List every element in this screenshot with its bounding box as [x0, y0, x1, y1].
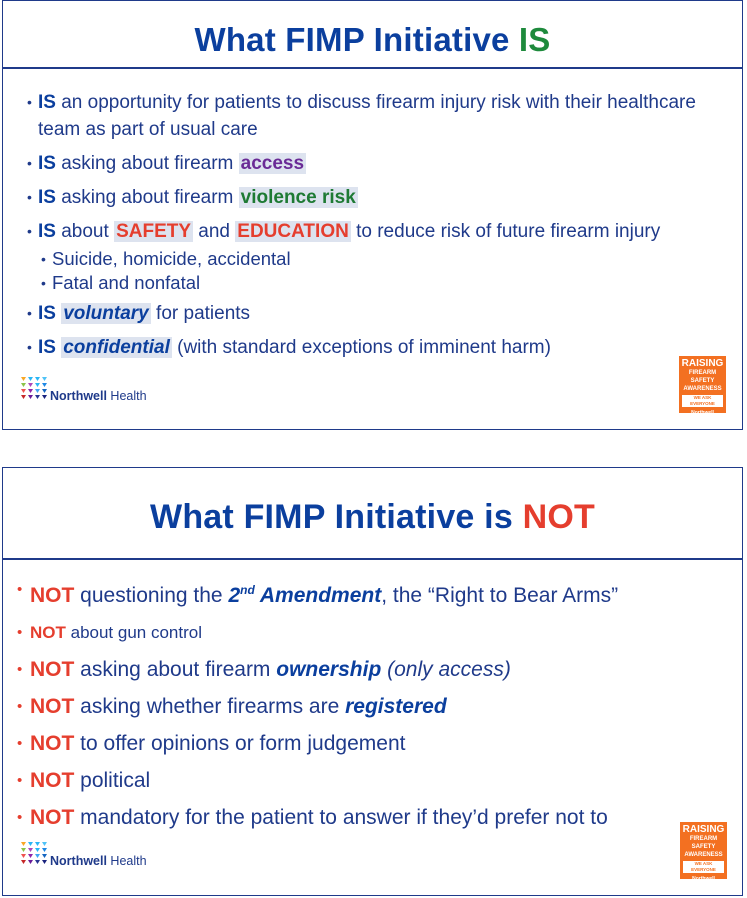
title-divider [3, 558, 742, 560]
sub-list-item: • Suicide, homicide, accidental [27, 246, 722, 272]
slide-title [3, 496, 742, 538]
slide-title [3, 20, 742, 60]
list-item: • NOT asking about firearm ownership (only access) [17, 658, 732, 682]
list-item: • NOT political [17, 769, 732, 793]
list-item: • IS voluntary for patients [27, 300, 722, 327]
title-keyword: IS [518, 21, 551, 58]
raising-awareness-badge: RAISING FIREARM SAFETY AWARENESS WE ASK EVERYONE Northwell [679, 356, 726, 413]
list-item: • NOT about gun control [17, 621, 732, 645]
northwell-logo [19, 838, 147, 868]
slide-what-is [2, 0, 743, 430]
list-item: • IS asking about firearm access [27, 150, 722, 177]
logo-wordmark: Northwell Health [50, 854, 147, 868]
title-text: What FIMP Initiative [194, 21, 519, 58]
not-bullet-list [17, 578, 732, 843]
list-item: • NOT mandatory for the patient to answer if they’d prefer not to [17, 806, 732, 830]
list-item: • IS confidential (with standard exceptions of imminent harm) [27, 334, 722, 361]
northwell-logo [19, 373, 147, 403]
list-item: • NOT to offer opinions or form judgement [17, 732, 732, 756]
list-item: • NOT questioning the 2nd Amendment, the “Right to Bear Arms” [17, 578, 732, 608]
list-item: • IS an opportunity for patients to discuss firearm injury risk with their healthcare team as part of usual care [27, 89, 722, 143]
list-item: • IS about SAFETY and EDUCATION to reduce risk of future firearm injury [27, 218, 722, 245]
northwell-mark-icon [19, 838, 49, 868]
title-divider [3, 67, 742, 69]
list-item: • IS asking about firearm violence risk [27, 184, 722, 211]
title-text: What FIMP Initiative is [150, 498, 523, 536]
is-bullet-list [27, 89, 722, 368]
sub-list-item: • Fatal and nonfatal [27, 270, 722, 296]
slide-what-is-not [2, 467, 743, 896]
northwell-mark-icon [19, 373, 49, 403]
logo-wordmark: Northwell Health [50, 389, 147, 403]
title-keyword: NOT [522, 498, 595, 536]
list-item: • NOT asking whether firearms are registered [17, 695, 732, 719]
raising-awareness-badge: RAISING FIREARM SAFETY AWARENESS WE ASK EVERYONE Northwell [680, 822, 727, 879]
